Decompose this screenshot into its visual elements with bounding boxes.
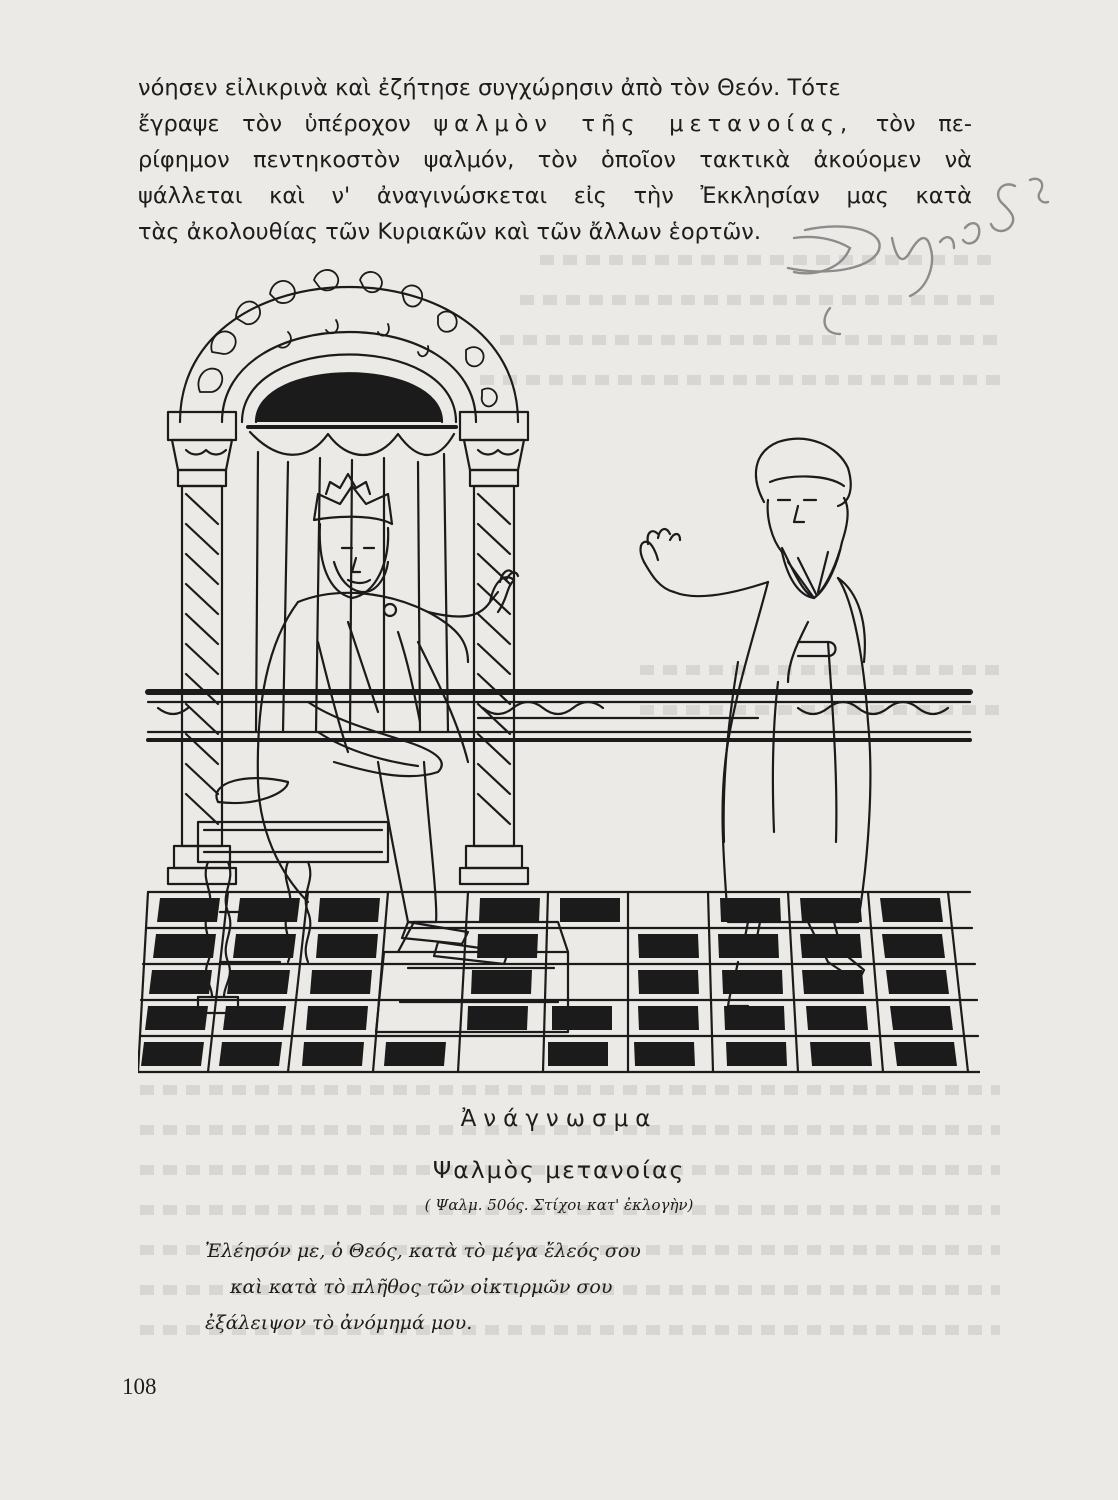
page-number: 108 — [122, 1374, 157, 1399]
body-line-2-start: ἔγραψε τὸν ὑπέροχον — [138, 111, 411, 137]
psalm-title-spaced: ψαλμὸν τῆς μετανοίας, — [433, 111, 854, 137]
curtain — [248, 427, 456, 732]
verse-line-1: Ἐλέησόν με, ὁ Θεός, κατὰ τὸ μέγα ἔλεός σου — [205, 1240, 641, 1262]
verse-line-2: καὶ κατὰ τὸ πλῆθος τῶν οἰκτιρμῶν σου — [230, 1276, 613, 1298]
tiled-floor — [138, 892, 978, 1072]
body-line-2 — [138, 106, 972, 142]
body-line-1: νόησεν εἰλικρινὰ καὶ ἐζήτησε συγχώρησιν ἀπὸ τὸν Θεόν. Τότε — [138, 75, 841, 101]
illustration-linework — [138, 270, 980, 1072]
body-line-2-end: τὸν πε- — [875, 111, 973, 137]
psalm-reference: ( Ψαλμ. 50ός. Στίχοι κατ' ἐκλογὴν) — [424, 1196, 694, 1214]
illustration-david-and-nathan — [138, 262, 980, 1082]
verse-line-3: ἐξάλειψον τὸ ἀνόμημά μου. — [205, 1312, 473, 1334]
body-line-4: ψάλλεται καὶ ν' ἀναγινώσκεται εἰς τὴν Ἐκκλησίαν μας κατὰ — [138, 183, 972, 209]
body-line-3: ρίφημον πεντηκοστὸν ψαλμόν, τὸν ὁποῖον τακτικὰ ἀκούομεν νὰ — [138, 147, 972, 173]
caption-subheading: Ψαλμὸς μετανοίας — [432, 1156, 686, 1184]
ornamented-arch — [180, 270, 518, 422]
prophet-nathan-figure — [641, 439, 871, 1006]
left-column — [168, 412, 236, 884]
body-line-5: τὰς ἀκολουθίας τῶν Κυριακῶν καὶ τῶν ἄλλων ἑορτῶν. — [138, 219, 762, 245]
caption-heading: Ἀνάγνωσμα — [460, 1106, 658, 1132]
balustrade — [148, 692, 970, 740]
right-column — [460, 412, 528, 884]
